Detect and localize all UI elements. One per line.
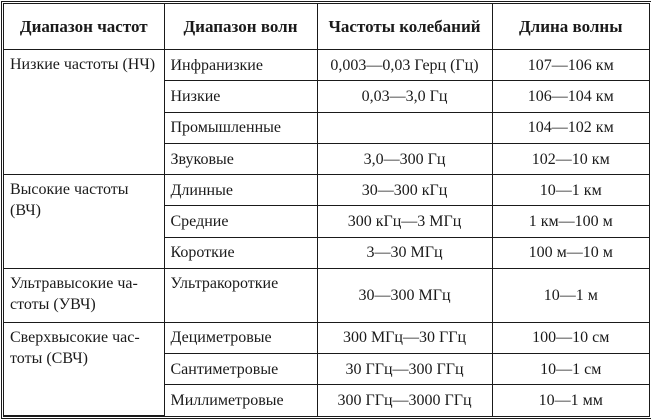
table-row: [4, 322, 649, 353]
table-frame: [1, 1, 651, 419]
header-wave-range: Диапазон волн: [164, 4, 317, 50]
frequency-range-table: [4, 4, 649, 416]
header-row: [4, 4, 649, 50]
wave-cell: Промышленные: [164, 112, 317, 143]
length-cell: 10—1 мм: [492, 385, 649, 416]
length-cell: 100—10 см: [492, 322, 649, 353]
freq-cell: 0,03—3,0 Гц: [317, 81, 492, 112]
length-cell: 102—10 км: [492, 143, 649, 174]
freq-cell: 300 ГГц—3000 ГГц: [317, 385, 492, 416]
wave-cell: Короткие: [164, 237, 317, 268]
group-label: Сверхвысокие час-тоты (СВЧ): [4, 322, 164, 415]
length-cell: 1 км—100 м: [492, 206, 649, 237]
table-row: [4, 50, 649, 81]
wave-cell: Длинные: [164, 175, 317, 206]
length-cell: 10—1 м: [492, 269, 649, 323]
freq-cell: 3,0—300 Гц: [317, 143, 492, 174]
wave-cell: Миллиметровые: [164, 385, 317, 416]
length-cell: 107—106 км: [492, 50, 649, 81]
table-row: [4, 175, 649, 206]
wave-cell: Средние: [164, 206, 317, 237]
group-label: Высокие частоты (ВЧ): [4, 175, 164, 269]
wave-cell: Низкие: [164, 81, 317, 112]
length-cell: 100 м—10 м: [492, 237, 649, 268]
freq-cell: 300 кГц—3 МГц: [317, 206, 492, 237]
wave-cell: Дециметровые: [164, 322, 317, 353]
wave-cell: Сантиметровые: [164, 353, 317, 384]
freq-cell: 0,003—0,03 Герц (Гц): [317, 50, 492, 81]
freq-cell: [317, 112, 492, 143]
freq-cell: 300 МГц—30 ГГц: [317, 322, 492, 353]
freq-cell: 30—300 кГц: [317, 175, 492, 206]
freq-cell: 30—300 МГц: [317, 269, 492, 323]
header-oscillation-frequency: Частоты колебаний: [317, 4, 492, 50]
length-cell: 10—1 см: [492, 353, 649, 384]
table-row: [4, 269, 649, 323]
wave-cell: Ультракороткие: [164, 269, 317, 323]
wave-cell: Звуковые: [164, 143, 317, 174]
freq-cell: 3—30 МГц: [317, 237, 492, 268]
header-frequency-range: Диапазон частот: [4, 4, 164, 50]
freq-cell: 30 ГГц—300 ГГц: [317, 353, 492, 384]
group-label: Ультравысокие ча-стоты (УВЧ): [4, 269, 164, 323]
wave-cell: Инфранизкие: [164, 50, 317, 81]
length-cell: 10—1 км: [492, 175, 649, 206]
group-label: Низкие частоты (НЧ): [4, 50, 164, 175]
length-cell: 106—104 км: [492, 81, 649, 112]
length-cell: 104—102 км: [492, 112, 649, 143]
header-wavelength: Длина волны: [492, 4, 649, 50]
